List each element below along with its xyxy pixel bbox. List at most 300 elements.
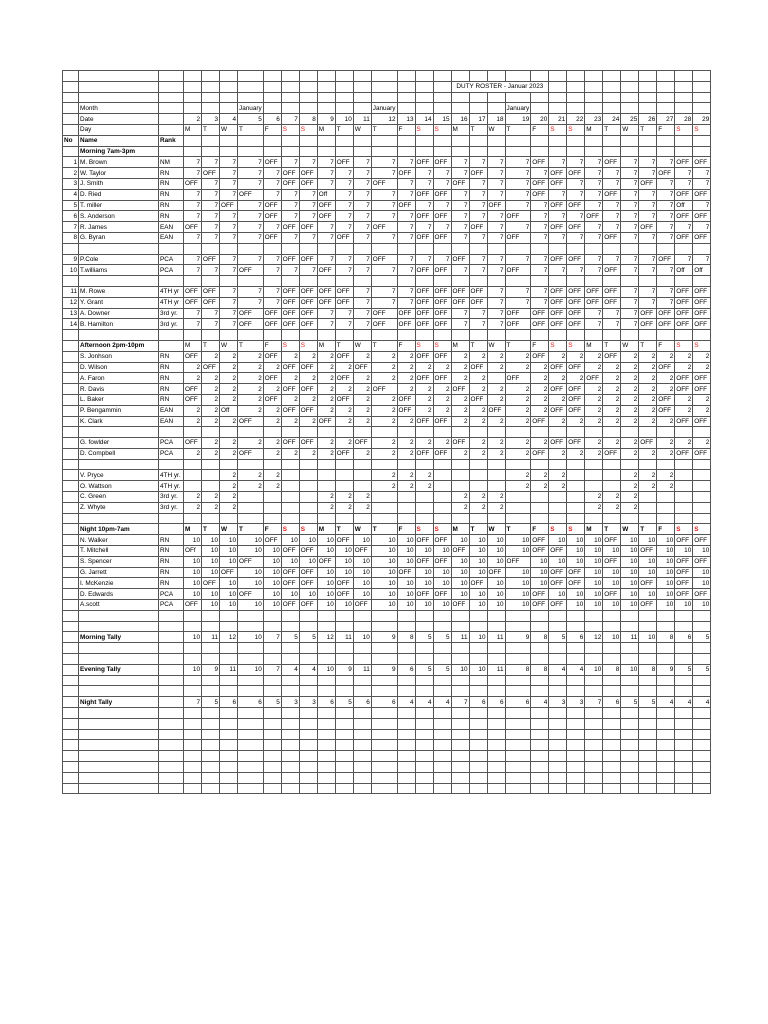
cell[interactable] xyxy=(567,330,585,341)
shift-cell[interactable]: 2 xyxy=(263,470,281,481)
cell[interactable] xyxy=(397,772,415,783)
cell[interactable] xyxy=(693,330,711,341)
shift-cell[interactable]: 2 xyxy=(317,438,335,449)
shift-cell[interactable] xyxy=(693,502,711,513)
shift-cell[interactable]: 2 xyxy=(220,470,238,481)
cell[interactable] xyxy=(371,686,397,697)
cell[interactable] xyxy=(603,81,621,92)
cell[interactable] xyxy=(63,675,79,686)
shift-cell[interactable]: OFF xyxy=(299,567,317,578)
cell[interactable] xyxy=(184,135,202,146)
day-cell[interactable]: M xyxy=(451,124,469,135)
shift-cell[interactable]: 10 xyxy=(220,556,238,567)
date-cell[interactable]: 5 xyxy=(238,114,264,125)
cell[interactable] xyxy=(657,146,675,157)
shift-cell[interactable]: 7 xyxy=(621,200,639,211)
day-cell[interactable]: S xyxy=(567,524,585,535)
cell[interactable] xyxy=(487,718,505,729)
shift-cell[interactable] xyxy=(487,373,505,384)
cell[interactable] xyxy=(469,276,487,287)
cell[interactable] xyxy=(567,783,585,794)
day-cell[interactable]: W xyxy=(220,524,238,535)
cell[interactable] xyxy=(79,708,159,719)
cell[interactable] xyxy=(585,610,603,621)
cell[interactable] xyxy=(184,459,202,470)
cell[interactable] xyxy=(299,729,317,740)
shift-cell[interactable]: 7 xyxy=(531,200,549,211)
shift-cell[interactable]: 2 xyxy=(220,481,238,492)
cell[interactable] xyxy=(487,103,505,114)
cell[interactable] xyxy=(621,686,639,697)
shift-cell[interactable]: 7 xyxy=(603,178,621,189)
shift-cell[interactable]: 7 xyxy=(238,297,264,308)
cell[interactable] xyxy=(549,330,567,341)
shift-cell[interactable]: 10 xyxy=(567,546,585,557)
cell[interactable] xyxy=(675,243,693,254)
shift-cell[interactable]: 10 xyxy=(317,535,335,546)
cell[interactable] xyxy=(371,675,397,686)
shift-cell[interactable]: 10 xyxy=(263,600,281,611)
shift-cell[interactable]: 2 xyxy=(397,438,415,449)
shift-cell[interactable]: 10 xyxy=(281,589,299,600)
tally-cell[interactable]: 12 xyxy=(220,632,238,643)
shift-cell[interactable]: 7 xyxy=(371,265,397,276)
shift-cell[interactable]: 7 xyxy=(657,178,675,189)
cell[interactable] xyxy=(657,243,675,254)
cell[interactable] xyxy=(585,654,603,665)
cell[interactable] xyxy=(159,740,184,751)
shift-cell[interactable]: 10 xyxy=(317,600,335,611)
cell[interactable] xyxy=(639,740,657,751)
shift-cell[interactable]: 2 xyxy=(184,373,202,384)
cell[interactable] xyxy=(202,729,220,740)
shift-cell[interactable]: 10 xyxy=(585,578,603,589)
shift-cell[interactable]: OFF xyxy=(675,211,693,222)
day-cell[interactable]: W xyxy=(487,124,505,135)
cell[interactable] xyxy=(487,654,505,665)
cell[interactable] xyxy=(505,675,531,686)
cell[interactable] xyxy=(317,708,335,719)
shift-cell[interactable]: OFF xyxy=(415,232,433,243)
shift-cell[interactable]: 7 xyxy=(433,200,451,211)
cell[interactable] xyxy=(397,610,415,621)
shift-cell[interactable] xyxy=(639,492,657,503)
shift-cell[interactable]: 10 xyxy=(371,600,397,611)
shift-cell[interactable]: 7 xyxy=(621,254,639,265)
cell[interactable] xyxy=(63,772,79,783)
cell[interactable] xyxy=(603,762,621,773)
shift-cell[interactable]: 2 xyxy=(657,438,675,449)
shift-cell[interactable]: 2 xyxy=(397,373,415,384)
shift-cell[interactable] xyxy=(693,470,711,481)
staff-rank[interactable]: EAN xyxy=(159,416,184,427)
shift-cell[interactable]: OFF xyxy=(335,297,353,308)
shift-cell[interactable]: 2 xyxy=(487,502,505,513)
shift-cell[interactable]: 7 xyxy=(281,232,299,243)
staff-rank[interactable]: RN xyxy=(159,394,184,405)
cell[interactable] xyxy=(220,81,238,92)
shift-cell[interactable] xyxy=(549,502,567,513)
shift-cell[interactable]: 2 xyxy=(299,351,317,362)
day-cell[interactable]: F xyxy=(263,340,281,351)
cell[interactable] xyxy=(317,276,335,287)
shift-cell[interactable]: 2 xyxy=(603,502,621,513)
cell[interactable] xyxy=(567,459,585,470)
cell[interactable] xyxy=(371,740,397,751)
cell[interactable] xyxy=(63,535,79,546)
shift-cell[interactable]: 7 xyxy=(317,308,335,319)
shift-cell[interactable] xyxy=(353,481,371,492)
shift-cell[interactable]: OFF xyxy=(639,319,657,330)
shift-cell[interactable]: 2 xyxy=(335,384,353,395)
shift-cell[interactable]: 2 xyxy=(621,492,639,503)
shift-cell[interactable]: 7 xyxy=(451,265,469,276)
shift-cell[interactable]: OFF xyxy=(531,319,549,330)
shift-cell[interactable]: OFF xyxy=(639,178,657,189)
shift-cell[interactable]: 7 xyxy=(263,178,281,189)
shift-cell[interactable]: OFF xyxy=(693,297,711,308)
shift-cell[interactable]: Off xyxy=(220,405,238,416)
shift-cell[interactable]: OFF xyxy=(433,157,451,168)
cell[interactable] xyxy=(639,643,657,654)
shift-cell[interactable]: 7 xyxy=(585,222,603,233)
shift-cell[interactable]: 10 xyxy=(353,578,371,589)
shift-cell[interactable]: 2 xyxy=(371,405,397,416)
shift-cell[interactable]: 7 xyxy=(675,254,693,265)
staff-rank[interactable]: RN xyxy=(159,351,184,362)
staff-rank[interactable]: RN xyxy=(159,211,184,222)
cell[interactable] xyxy=(63,243,79,254)
shift-cell[interactable]: 2 xyxy=(371,373,397,384)
shift-cell[interactable] xyxy=(531,502,549,513)
cell[interactable] xyxy=(159,762,184,773)
cell[interactable] xyxy=(220,751,238,762)
shift-cell[interactable]: 2 xyxy=(505,438,531,449)
shift-cell[interactable]: 2 xyxy=(353,394,371,405)
shift-cell[interactable] xyxy=(639,502,657,513)
cell[interactable] xyxy=(281,103,299,114)
shift-cell[interactable]: 10 xyxy=(505,600,531,611)
shift-cell[interactable]: 2 xyxy=(281,394,299,405)
day-cell[interactable]: F xyxy=(397,340,415,351)
date-cell[interactable]: 16 xyxy=(451,114,469,125)
shift-cell[interactable]: OFF xyxy=(657,319,675,330)
cell[interactable] xyxy=(415,427,433,438)
shift-cell[interactable]: 2 xyxy=(317,394,335,405)
shift-cell[interactable]: 7 xyxy=(184,168,202,179)
shift-cell[interactable]: OFF xyxy=(567,362,585,373)
tally-cell[interactable]: 4 xyxy=(693,697,711,708)
cell[interactable] xyxy=(621,675,639,686)
shift-cell[interactable]: 10 xyxy=(371,556,397,567)
staff-name[interactable]: R. James xyxy=(79,222,159,233)
cell[interactable] xyxy=(335,621,353,632)
shift-cell[interactable]: 7 xyxy=(299,232,317,243)
day-cell[interactable]: S xyxy=(549,524,567,535)
cell[interactable] xyxy=(63,600,79,611)
cell[interactable] xyxy=(531,621,549,632)
cell[interactable] xyxy=(675,762,693,773)
cell[interactable] xyxy=(63,783,79,794)
cell[interactable] xyxy=(220,729,238,740)
shift-cell[interactable]: OFF xyxy=(335,589,353,600)
shift-cell[interactable]: OFF xyxy=(693,308,711,319)
shift-cell[interactable] xyxy=(281,481,299,492)
cell[interactable] xyxy=(451,783,469,794)
cell[interactable] xyxy=(675,459,693,470)
cell[interactable] xyxy=(317,718,335,729)
tally-cell[interactable]: 5 xyxy=(415,664,433,675)
shift-cell[interactable]: 7 xyxy=(202,200,220,211)
cell[interactable] xyxy=(621,762,639,773)
shift-cell[interactable]: OFF xyxy=(371,308,397,319)
shift-cell[interactable]: 2 xyxy=(621,384,639,395)
shift-cell[interactable]: 2 xyxy=(505,481,531,492)
shift-cell[interactable]: OFF xyxy=(531,448,549,459)
shift-cell[interactable]: 10 xyxy=(397,546,415,557)
shift-cell[interactable]: 2 xyxy=(675,362,693,373)
staff-rank[interactable]: EAN xyxy=(159,222,184,233)
shift-cell[interactable]: 7 xyxy=(371,157,397,168)
cell[interactable] xyxy=(317,675,335,686)
cell[interactable] xyxy=(675,276,693,287)
staff-name[interactable]: M. Brown xyxy=(79,157,159,168)
shift-cell[interactable]: 2 xyxy=(220,502,238,513)
shift-cell[interactable]: 7 xyxy=(397,286,415,297)
cell[interactable] xyxy=(585,146,603,157)
cell[interactable] xyxy=(353,459,371,470)
cell[interactable] xyxy=(415,71,433,82)
cell[interactable] xyxy=(657,762,675,773)
staff-rank[interactable]: RN xyxy=(159,578,184,589)
cell[interactable] xyxy=(353,729,371,740)
shift-cell[interactable]: 2 xyxy=(549,416,567,427)
cell[interactable] xyxy=(281,610,299,621)
rank-header[interactable]: Rank xyxy=(159,135,184,146)
shift-cell[interactable]: OFF xyxy=(531,589,549,600)
tally-cell[interactable]: 10 xyxy=(469,632,487,643)
shift-cell[interactable]: OFF xyxy=(451,178,469,189)
shift-cell[interactable]: OFF xyxy=(281,438,299,449)
shift-cell[interactable]: OFF xyxy=(263,373,281,384)
shift-cell[interactable]: OFF xyxy=(433,297,451,308)
day-cell[interactable]: T xyxy=(238,524,264,535)
shift-cell[interactable]: 7 xyxy=(639,211,657,222)
date-cell[interactable]: 13 xyxy=(397,114,415,125)
shift-cell[interactable]: OFF xyxy=(415,319,433,330)
cell[interactable] xyxy=(220,135,238,146)
shift-cell[interactable]: 10 xyxy=(415,600,433,611)
shift-cell[interactable]: 10 xyxy=(415,546,433,557)
shift-cell[interactable]: 10 xyxy=(317,578,335,589)
cell[interactable] xyxy=(263,427,281,438)
cell[interactable] xyxy=(567,718,585,729)
shift-cell[interactable]: 2 xyxy=(353,448,371,459)
cell[interactable] xyxy=(469,330,487,341)
cell[interactable] xyxy=(621,772,639,783)
cell[interactable] xyxy=(63,578,79,589)
shift-cell[interactable]: OFF xyxy=(281,254,299,265)
cell[interactable] xyxy=(693,103,711,114)
shift-cell[interactable]: 10 xyxy=(202,600,220,611)
shift-cell[interactable]: 2 xyxy=(621,448,639,459)
shift-cell[interactable]: 7 xyxy=(487,265,505,276)
shift-cell[interactable]: OFF xyxy=(415,589,433,600)
cell[interactable] xyxy=(184,71,202,82)
cell[interactable] xyxy=(487,427,505,438)
shift-cell[interactable]: OFF xyxy=(299,178,317,189)
shift-cell[interactable]: 7 xyxy=(353,168,371,179)
cell[interactable] xyxy=(585,762,603,773)
cell[interactable] xyxy=(585,675,603,686)
cell[interactable] xyxy=(353,92,371,103)
cell[interactable] xyxy=(397,71,415,82)
cell[interactable] xyxy=(299,751,317,762)
cell[interactable] xyxy=(63,643,79,654)
cell[interactable] xyxy=(353,686,371,697)
shift-cell[interactable]: 7 xyxy=(202,265,220,276)
cell[interactable] xyxy=(469,751,487,762)
shift-cell[interactable]: 10 xyxy=(549,535,567,546)
staff-rank[interactable]: RN xyxy=(159,556,184,567)
cell[interactable] xyxy=(657,686,675,697)
shift-cell[interactable] xyxy=(451,481,469,492)
shift-cell[interactable]: 2 xyxy=(639,416,657,427)
cell[interactable] xyxy=(469,513,487,524)
cell[interactable] xyxy=(657,135,675,146)
tally-cell[interactable]: 9 xyxy=(505,632,531,643)
cell[interactable] xyxy=(639,675,657,686)
cell[interactable] xyxy=(397,729,415,740)
shift-cell[interactable]: 7 xyxy=(675,168,693,179)
staff-no[interactable]: 4 xyxy=(63,189,79,200)
cell[interactable] xyxy=(299,686,317,697)
staff-no[interactable]: 8 xyxy=(63,232,79,243)
tally-cell[interactable]: 9 xyxy=(371,664,397,675)
cell[interactable] xyxy=(397,675,415,686)
shift-cell[interactable]: OFF xyxy=(603,286,621,297)
shift-cell[interactable]: 10 xyxy=(657,546,675,557)
shift-cell[interactable]: 2 xyxy=(487,394,505,405)
shift-cell[interactable]: 2 xyxy=(469,384,487,395)
shift-cell[interactable]: 10 xyxy=(220,589,238,600)
shift-cell[interactable]: 2 xyxy=(621,470,639,481)
shift-cell[interactable]: 7 xyxy=(621,319,639,330)
cell[interactable] xyxy=(159,276,184,287)
date-cell[interactable]: 28 xyxy=(675,114,693,125)
cell[interactable] xyxy=(299,654,317,665)
shift-cell[interactable]: OFF xyxy=(317,556,335,567)
shift-cell[interactable]: 7 xyxy=(317,319,335,330)
cell[interactable] xyxy=(693,783,711,794)
tally-cell[interactable]: 5 xyxy=(693,664,711,675)
shift-cell[interactable] xyxy=(657,502,675,513)
cell[interactable] xyxy=(469,459,487,470)
cell[interactable] xyxy=(159,708,184,719)
cell[interactable] xyxy=(549,783,567,794)
cell[interactable] xyxy=(567,92,585,103)
shift-cell[interactable]: 2 xyxy=(415,394,433,405)
cell[interactable] xyxy=(415,92,433,103)
shift-cell[interactable]: 10 xyxy=(263,567,281,578)
shift-cell[interactable]: 2 xyxy=(505,405,531,416)
day-cell[interactable]: M xyxy=(585,524,603,535)
tally-cell[interactable]: 5 xyxy=(263,697,281,708)
day-cell[interactable]: S xyxy=(693,340,711,351)
shift-cell[interactable]: OFF xyxy=(433,373,451,384)
shift-cell[interactable]: 2 xyxy=(202,448,220,459)
cell[interactable] xyxy=(353,71,371,82)
shift-cell[interactable]: 7 xyxy=(621,286,639,297)
cell[interactable] xyxy=(531,654,549,665)
cell[interactable] xyxy=(238,81,264,92)
shift-cell[interactable]: 10 xyxy=(263,556,281,567)
day-cell[interactable]: T xyxy=(335,124,353,135)
shift-cell[interactable] xyxy=(505,492,531,503)
day-cell[interactable]: S xyxy=(299,124,317,135)
shift-cell[interactable]: 7 xyxy=(621,178,639,189)
shift-cell[interactable]: 10 xyxy=(184,556,202,567)
cell[interactable] xyxy=(487,783,505,794)
shift-cell[interactable]: 2 xyxy=(281,351,299,362)
cell[interactable] xyxy=(397,783,415,794)
cell[interactable] xyxy=(335,610,353,621)
shift-cell[interactable]: 2 xyxy=(585,384,603,395)
cell[interactable] xyxy=(335,783,353,794)
day-cell[interactable]: T xyxy=(202,340,220,351)
day-cell[interactable]: M xyxy=(317,340,335,351)
cell[interactable] xyxy=(693,751,711,762)
shift-cell[interactable]: 10 xyxy=(371,589,397,600)
shift-cell[interactable]: OFF xyxy=(603,589,621,600)
cell[interactable] xyxy=(487,708,505,719)
tally-cell[interactable]: 11 xyxy=(487,664,505,675)
cell[interactable] xyxy=(220,783,238,794)
cell[interactable] xyxy=(263,621,281,632)
shift-cell[interactable]: 7 xyxy=(451,211,469,222)
shift-cell[interactable]: 2 xyxy=(657,384,675,395)
cell[interactable] xyxy=(79,513,159,524)
cell[interactable] xyxy=(159,718,184,729)
shift-cell[interactable]: 7 xyxy=(585,200,603,211)
staff-rank[interactable]: PCA xyxy=(159,589,184,600)
shift-cell[interactable]: 7 xyxy=(263,168,281,179)
shift-cell[interactable]: 7 xyxy=(585,157,603,168)
cell[interactable] xyxy=(63,567,79,578)
cell[interactable] xyxy=(79,459,159,470)
shift-cell[interactable]: 2 xyxy=(639,481,657,492)
shift-cell[interactable]: 2 xyxy=(693,405,711,416)
shift-cell[interactable] xyxy=(505,502,531,513)
shift-cell[interactable] xyxy=(433,481,451,492)
cell[interactable] xyxy=(281,708,299,719)
shift-cell[interactable]: 2 xyxy=(238,373,264,384)
cell[interactable] xyxy=(639,686,657,697)
shift-cell[interactable]: 2 xyxy=(220,438,238,449)
cell[interactable] xyxy=(397,621,415,632)
tally-cell[interactable]: 5 xyxy=(675,664,693,675)
cell[interactable] xyxy=(220,718,238,729)
shift-cell[interactable]: OFF xyxy=(281,222,299,233)
day-cell[interactable]: S xyxy=(415,524,433,535)
cell[interactable] xyxy=(549,513,567,524)
cell[interactable] xyxy=(469,146,487,157)
cell[interactable] xyxy=(433,686,451,697)
shift-cell[interactable]: 10 xyxy=(263,578,281,589)
staff-name[interactable]: S. Spencer xyxy=(79,556,159,567)
shift-cell[interactable]: 2 xyxy=(451,362,469,373)
cell[interactable] xyxy=(220,772,238,783)
